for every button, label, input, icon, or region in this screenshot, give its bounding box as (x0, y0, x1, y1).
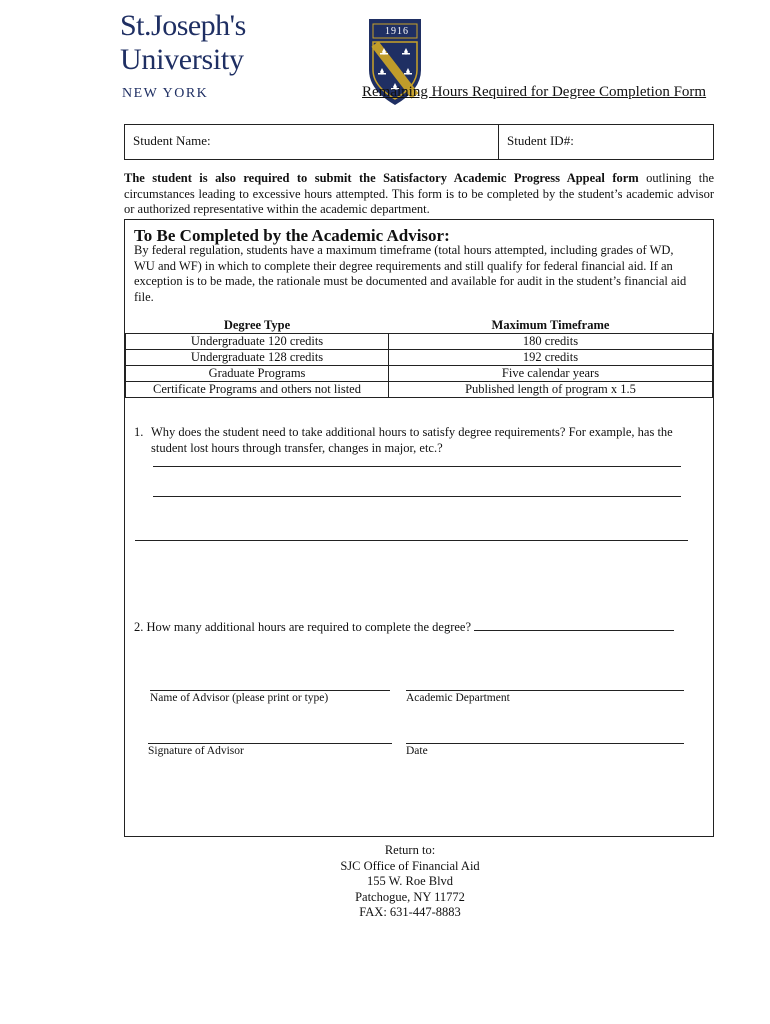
question-1-number: 1. (134, 425, 144, 439)
question-1-answer-line-3[interactable] (135, 540, 688, 541)
student-name-label: Student Name: (133, 133, 211, 148)
table-row (126, 366, 713, 382)
regulation-paragraph: By federal regulation, students have a maximum timeframe (total hours attempted, including grades of WD, WU and WF) in which to complete their degree requirements and still qualify for federal financial aid. If an exception is to be made, the rationale must be documented and available for audit in the student’s financial aid file. (134, 243, 687, 304)
return-city: Patchogue, NY 11772 (355, 889, 465, 904)
table-cell: Undergraduate 128 credits (126, 350, 389, 366)
student-id-label: Student ID#: (507, 133, 574, 148)
advisor-name-label: Name of Advisor (please print or type) (150, 692, 329, 704)
timeframe-table (125, 318, 713, 398)
return-address (300, 843, 520, 921)
table-header-max-timeframe: Maximum Timeframe (491, 318, 610, 332)
student-info-box (124, 124, 714, 160)
question-2-text: 2. How many additional hours are required to complete the degree? (134, 620, 472, 634)
student-id-field[interactable] (499, 125, 713, 159)
question-1-answer-line-2[interactable] (153, 496, 681, 497)
advisor-name-line[interactable] (150, 690, 390, 691)
return-label: Return to: (384, 843, 436, 857)
table-header-row (126, 318, 713, 334)
table-cell: Published length of program x 1.5 (389, 382, 713, 398)
intro-rest-text: outlining the circumstances leading to excessive hours attempted. This form is to be completed by the student’s academic advisor or authorized representative within the academic department. (124, 171, 714, 216)
signature-label: Signature of Advisor (148, 745, 244, 757)
table-cell: 192 credits (389, 350, 713, 366)
intro-paragraph (124, 171, 714, 218)
date-line[interactable] (406, 743, 684, 744)
intro-bold-text: The student is also required to submit the Satisfactory Academic Progress Appeal form (124, 171, 639, 185)
table-cell: Certificate Programs and others not listed (126, 382, 389, 398)
question-1-answer-line-1[interactable] (153, 466, 681, 467)
table-row (126, 350, 713, 366)
table-header-degree-type: Degree Type (223, 318, 291, 332)
table-cell: Graduate Programs (126, 366, 389, 382)
signature-line[interactable] (148, 743, 392, 744)
table-row (126, 334, 713, 350)
student-name-field[interactable] (125, 125, 499, 159)
table-row (126, 382, 713, 398)
logo-wordmark-line3: NEW YORK (122, 86, 209, 101)
return-fax: FAX: 631-447-8883 (359, 905, 461, 919)
university-logo (120, 8, 409, 104)
table-cell: Undergraduate 120 credits (126, 334, 389, 350)
logo-year: 1916 (385, 26, 409, 37)
department-line[interactable] (406, 690, 684, 691)
logo-wordmark-line2: University (120, 43, 244, 76)
return-street: 155 W. Roe Blvd (366, 874, 454, 888)
advisor-section-heading: To Be Completed by the Academic Advisor: (134, 226, 450, 245)
form-title: Remaining Hours Required for Degree Completion Form (362, 84, 707, 100)
question-2 (134, 620, 674, 635)
table-cell: Five calendar years (389, 366, 713, 382)
return-office: SJC Office of Financial Aid (340, 858, 480, 873)
question-2-answer-line[interactable] (474, 620, 674, 631)
department-label: Academic Department (406, 692, 510, 704)
date-label: Date (406, 745, 428, 757)
question-1-text: Why does the student need to take additional hours to satisfy degree requirements? For example, has the student lost hours through transfer, changes in major, etc.? (151, 425, 673, 455)
table-cell: 180 credits (389, 334, 713, 350)
advisor-section (124, 219, 714, 837)
logo-wordmark-line1: St.Joseph's (120, 9, 246, 42)
